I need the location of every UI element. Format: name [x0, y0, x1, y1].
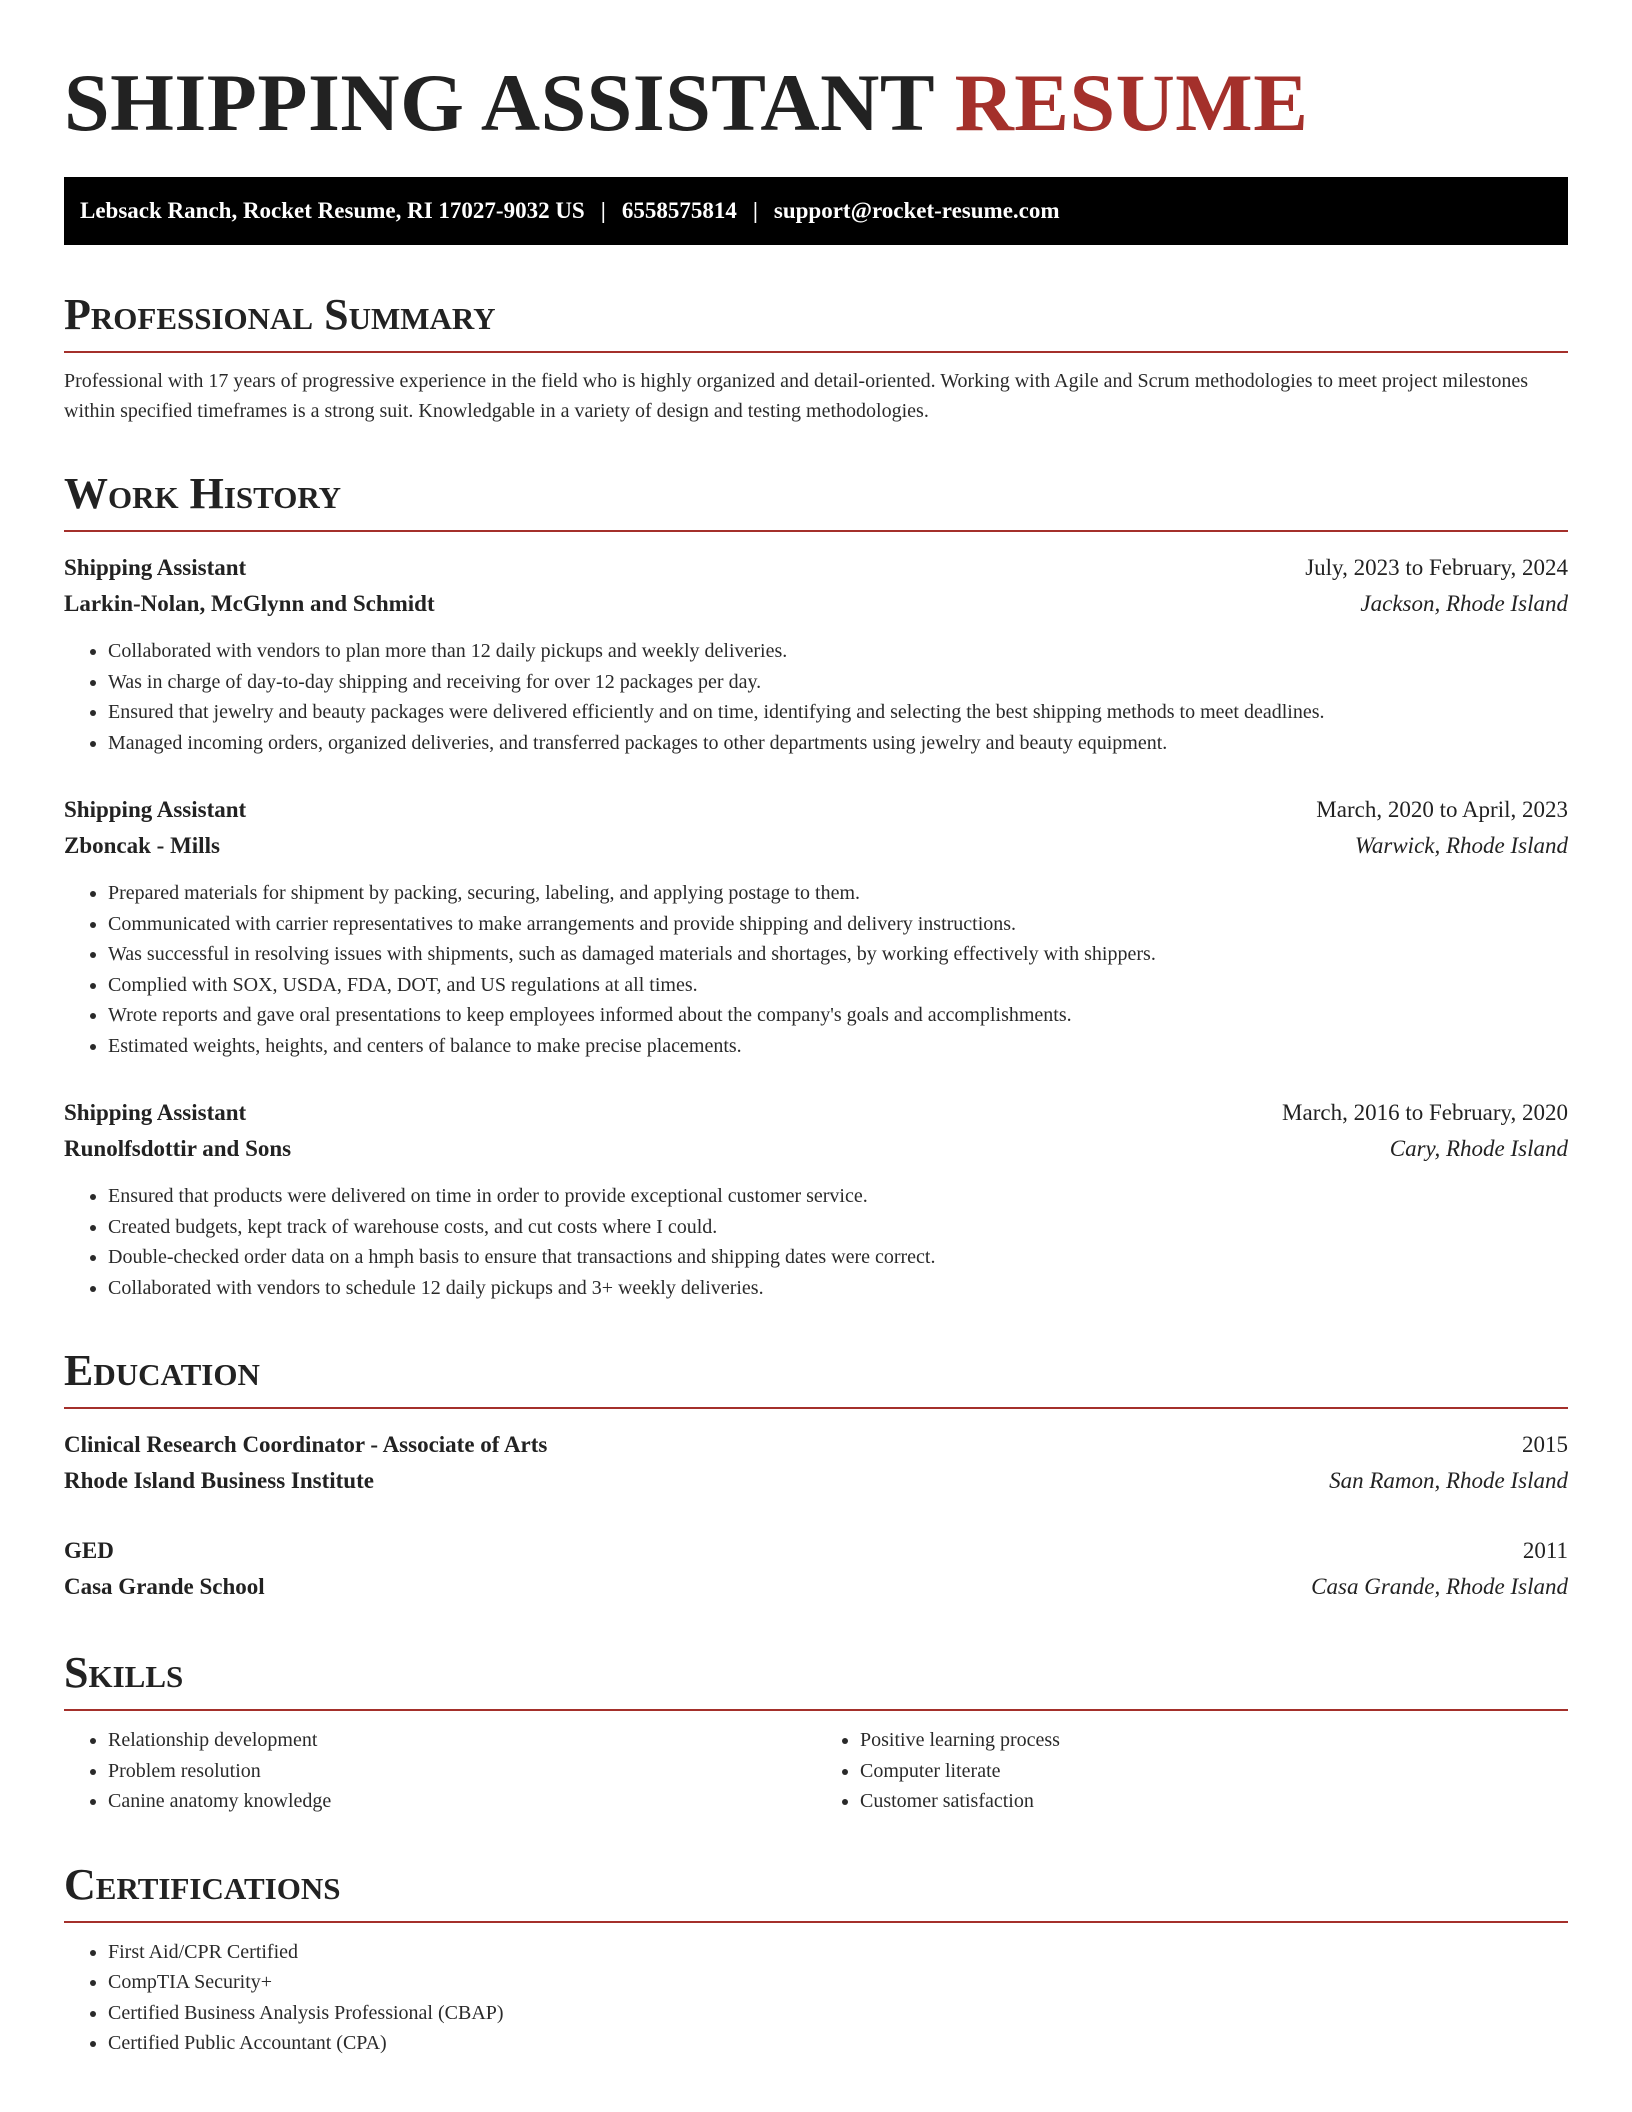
job-title-row — [64, 1095, 1568, 1131]
contact-separator: | — [752, 198, 758, 223]
job-company-row — [64, 586, 1568, 622]
list-item: • Ensured that products were delivered on time in order to provide exceptional customer service. — [108, 1181, 1568, 1212]
degree-name: Clinical Research Coordinator - Associate of Arts — [64, 1432, 548, 1457]
job-entry — [64, 550, 1568, 758]
summary-text: Professional with 17 years of progressive experience in the field who is highly organized and detail-oriented. Working with Agile and Scrum methodologies to meet project milestones within specified timeframes is a strong suit. Knowledgable in a variety of design and testing methodologies. — [64, 370, 1528, 422]
contact-phone: 6558575814 — [621, 198, 737, 223]
job-bullets — [64, 636, 1568, 758]
skills-list-left — [64, 1725, 816, 1817]
education-entry — [64, 1427, 1568, 1499]
job-dates: July, 2023 to February, 2024 — [1305, 555, 1568, 580]
title-main: SHIPPING ASSISTANT — [64, 57, 934, 148]
list-item: • Problem resolution — [108, 1756, 816, 1787]
job-entry — [64, 1095, 1568, 1303]
job-location: Warwick, Rhode Island — [1354, 833, 1568, 858]
resume-title — [64, 55, 1568, 151]
job-bullets — [64, 878, 1568, 1061]
degree-name: GED — [64, 1538, 114, 1563]
school-name: Casa Grande School — [64, 1574, 265, 1599]
list-item: • Was in charge of day-to-day shipping and receiving for over 12 packages per day. — [108, 667, 1568, 698]
list-item: • Was successful in resolving issues with shipments, such as damaged materials and shortages, by working effectively with shippers. — [108, 939, 1568, 970]
summary-heading: Professional Summary — [64, 289, 1568, 353]
list-item: • CompTIA Security+ — [108, 1967, 1568, 1998]
work-history-section — [64, 468, 1568, 1303]
list-item: • Double-checked order data on a hmph basis to ensure that transactions and shipping dates were correct. — [108, 1242, 1568, 1273]
list-item: • Canine anatomy knowledge — [108, 1786, 816, 1817]
list-item: • Created budgets, kept track of warehouse costs, and cut costs where I could. — [108, 1212, 1568, 1243]
degree-year: 2011 — [1522, 1538, 1568, 1563]
school-name: Rhode Island Business Institute — [64, 1468, 374, 1493]
job-company: Runolfsdottir and Sons — [64, 1136, 292, 1161]
school-row — [64, 1463, 1568, 1499]
certifications-list — [64, 1937, 1568, 2059]
skills-section — [64, 1647, 1568, 1817]
degree-year: 2015 — [1522, 1432, 1568, 1457]
contact-bar — [64, 177, 1568, 245]
school-location: San Ramon, Rhode Island — [1329, 1468, 1568, 1493]
degree-row — [64, 1533, 1568, 1569]
skills-heading: Skills — [64, 1647, 1568, 1711]
list-item: • First Aid/CPR Certified — [108, 1937, 1568, 1968]
education-section — [64, 1345, 1568, 1605]
list-item: • Wrote reports and gave oral presentations to keep employees informed about the company's goals and accomplishments. — [108, 1000, 1568, 1031]
degree-row — [64, 1427, 1568, 1463]
work-history-heading: Work History — [64, 468, 1568, 532]
job-company-row — [64, 1131, 1568, 1167]
list-item: • Ensured that jewelry and beauty packages were delivered efficiently and on time, identifying and selecting the best shipping methods to meet deadlines. — [108, 697, 1568, 728]
certifications-heading: Certifications — [64, 1859, 1568, 1923]
list-item: • Estimated weights, heights, and centers of balance to make precise placements. — [108, 1031, 1568, 1062]
job-title: Shipping Assistant — [64, 797, 247, 822]
list-item: • Relationship development — [108, 1725, 816, 1756]
job-dates: March, 2016 to February, 2020 — [1282, 1100, 1568, 1125]
job-entry — [64, 792, 1568, 1061]
list-item: • Certified Public Accountant (CPA) — [108, 2028, 1568, 2059]
contact-address: Lebsack Ranch, Rocket Resume, RI 17027-9032 US — [80, 198, 585, 223]
list-item: • Communicated with carrier representatives to make arrangements and provide shipping and delivery instructions. — [108, 909, 1568, 940]
skills-list-right — [816, 1725, 1568, 1817]
education-entry — [64, 1533, 1568, 1605]
job-company: Zboncak - Mills — [64, 833, 220, 858]
education-heading: Education — [64, 1345, 1568, 1409]
list-item: • Prepared materials for shipment by packing, securing, labeling, and applying postage to them. — [108, 878, 1568, 909]
certifications-section — [64, 1859, 1568, 2059]
list-item: • Customer satisfaction — [860, 1786, 1568, 1817]
job-title-row — [64, 550, 1568, 586]
contact-email: support@rocket-resume.com — [773, 198, 1060, 223]
job-title: Shipping Assistant — [64, 555, 247, 580]
list-item: • Complied with SOX, USDA, FDA, DOT, and US regulations at all times. — [108, 970, 1568, 1001]
list-item: • Positive learning process — [860, 1725, 1568, 1756]
list-item: • Managed incoming orders, organized deliveries, and transferred packages to other departments using jewelry and beauty equipment. — [108, 728, 1568, 759]
job-location: Cary, Rhode Island — [1389, 1136, 1568, 1161]
job-company-row — [64, 828, 1568, 864]
skills-grid — [64, 1725, 1568, 1817]
job-title-row — [64, 792, 1568, 828]
list-item: • Certified Business Analysis Professional (CBAP) — [108, 1998, 1568, 2029]
summary-section — [64, 289, 1568, 426]
title-accent: RESUME — [954, 57, 1309, 148]
school-row — [64, 1569, 1568, 1605]
list-item: • Collaborated with vendors to schedule 12 daily pickups and 3+ weekly deliveries. — [108, 1273, 1568, 1304]
job-dates: March, 2020 to April, 2023 — [1316, 797, 1568, 822]
contact-separator: | — [600, 198, 606, 223]
job-title: Shipping Assistant — [64, 1100, 247, 1125]
list-item: • Computer literate — [860, 1756, 1568, 1787]
list-item: • Collaborated with vendors to plan more than 12 daily pickups and weekly deliveries. — [108, 636, 1568, 667]
job-location: Jackson, Rhode Island — [1360, 591, 1568, 616]
job-bullets — [64, 1181, 1568, 1303]
job-company: Larkin-Nolan, McGlynn and Schmidt — [64, 591, 435, 616]
school-location: Casa Grande, Rhode Island — [1311, 1574, 1568, 1599]
